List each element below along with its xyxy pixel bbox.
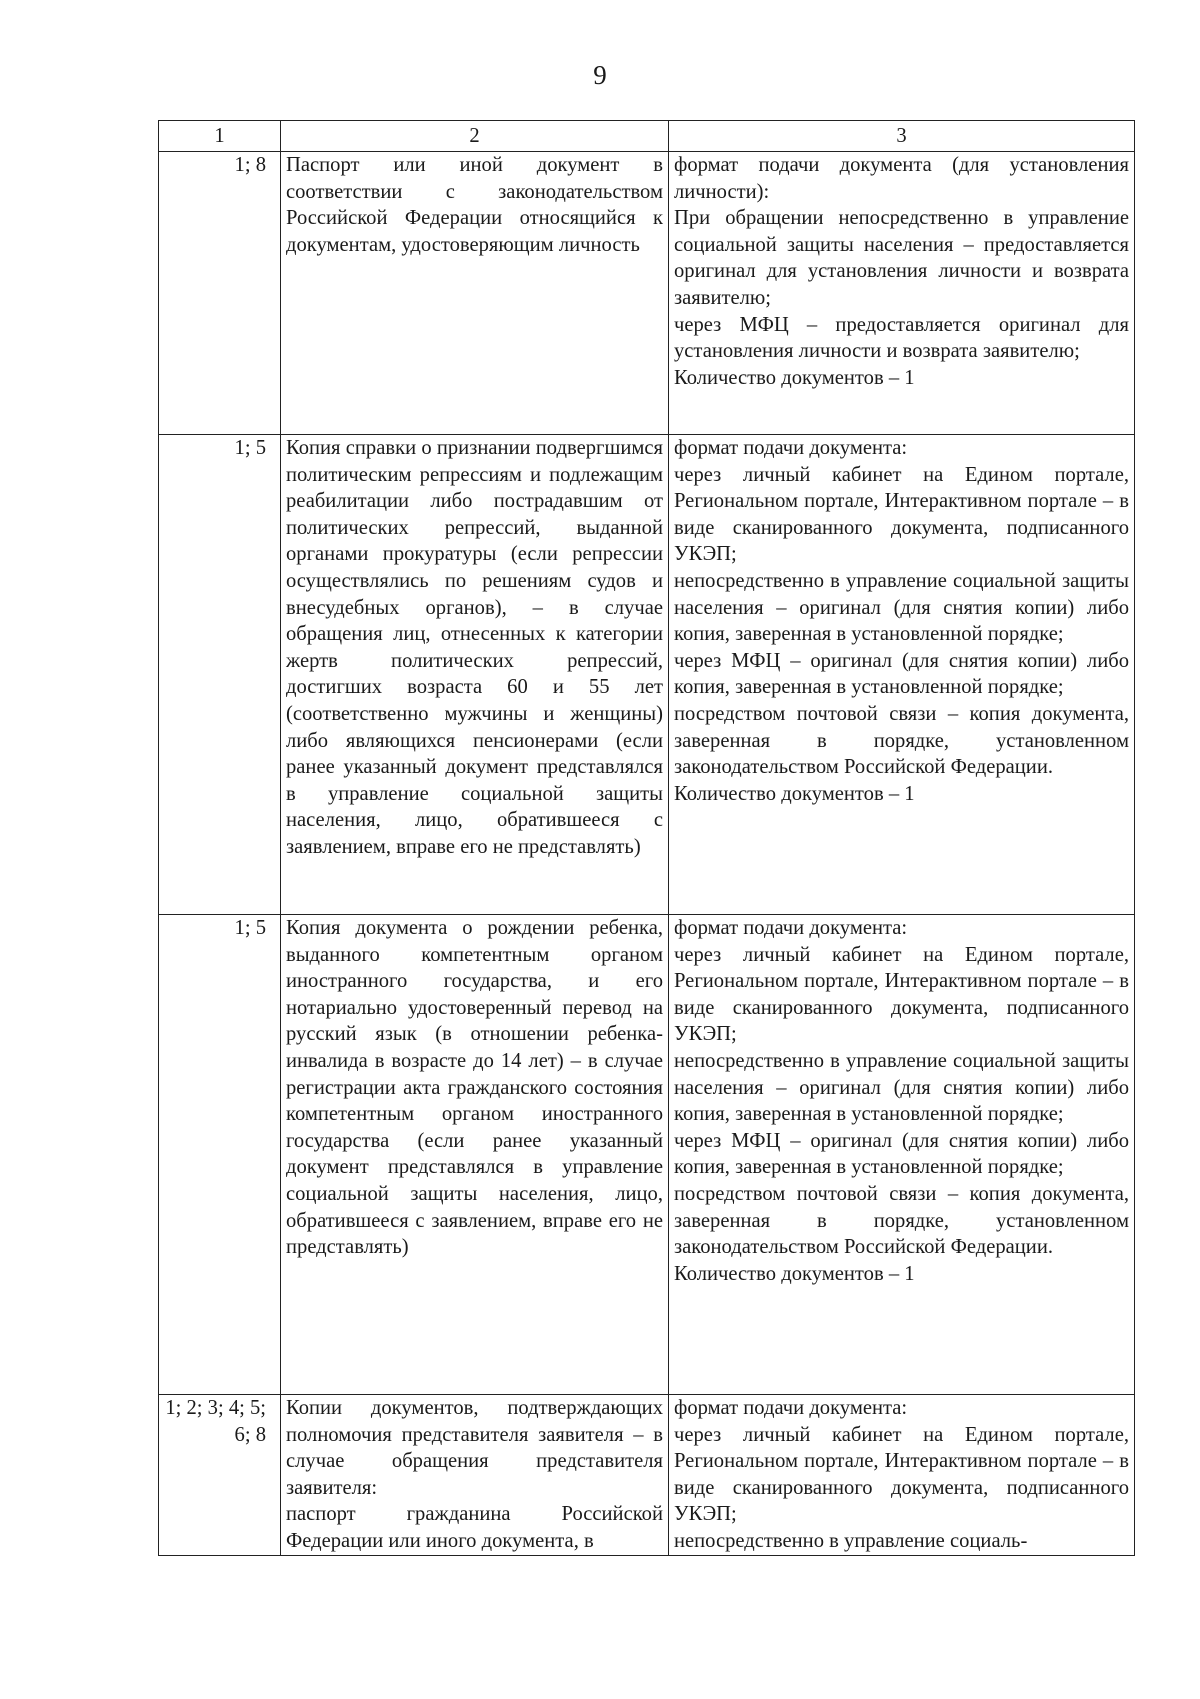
- row-1-col-3-line: Количество документов – 1: [674, 366, 915, 389]
- row-2-col-3-line: через МФЦ – оригинал (для снятия копии) либо копия, заверенная в установленной порядке;: [674, 649, 1129, 699]
- row-3-col-3-line: Количество документов – 1: [674, 1262, 915, 1285]
- row-2-col-3: [669, 435, 1135, 915]
- row-3-col-1: 1; 5: [159, 915, 281, 1395]
- row-1-col-3-line: формат подачи документа (для установления личности):: [674, 154, 1129, 203]
- table-header-row: [159, 121, 1135, 152]
- row-4-col-3: [669, 1395, 1135, 1556]
- row-1-col-2: Паспорт или иной документ в соответствии с законодательством Российской Федерации относящийся к документам, удостоверяющим личность: [281, 152, 669, 435]
- row-2-col-3-line: посредством почтовой связи – копия документа, заверенная в порядке, установленном законодательством Российской Федерации.: [674, 702, 1129, 779]
- row-4-col-3-line: через личный кабинет на Едином портале, Региональном портале, Интерактивном портале – в виде сканированного документа, подписанного УКЭП;: [674, 1423, 1129, 1526]
- row-3-col-3: [669, 915, 1135, 1395]
- row-4-col-3-line: непосредственно в управление социаль-: [674, 1529, 1028, 1552]
- row-1-col-3: [669, 152, 1135, 435]
- row-3-col-3-line: посредством почтовой связи – копия документа, заверенная в порядке, установленном законодательством Российской Федерации.: [674, 1182, 1129, 1259]
- row-3-col-3-line: через личный кабинет на Едином портале, Региональном портале, Интерактивном портале – в виде сканированного документа, подписанного УКЭП;: [674, 943, 1129, 1046]
- row-2-col-2: Копия справки о признании подвергшимся политическим репрессиям и подлежащим реабилитации либо пострадавшим от политических репрессий, выданной органами прокуратуры (если репрессии осуществлялись по решениям судов и внесудебных органов), – в случае обращения лиц, отнесенных к категории жертв политических репрессий, достигших возраста 60 и 55 лет (соответственно мужчины и женщины) либо являющихся пенсионерами (если ранее указанный документ представлялся в управление социальной защиты населения, лицо, обратившееся с заявлением, вправе его не представлять): [281, 435, 669, 915]
- documents-table: [158, 120, 1135, 1556]
- row-3-col-3-line: формат подачи документа:: [674, 917, 908, 939]
- row-4-col-3-line: формат подачи документа:: [674, 1397, 908, 1419]
- table-row: [159, 435, 1135, 915]
- row-1-col-1: 1; 8: [159, 152, 281, 435]
- table-row: [159, 152, 1135, 435]
- row-2-col-3-line: Количество документов – 1: [674, 782, 915, 805]
- row-2-col-3-line: формат подачи документа:: [674, 437, 908, 459]
- header-cell-1: 1: [159, 121, 281, 152]
- row-4-col-2-line: Копии документов, подтверждающих полномочия представителя заявителя – в случае обращения представителя заявителя:: [286, 1397, 663, 1499]
- table-row: [159, 915, 1135, 1395]
- row-4-col-2-line: паспорт гражданина Российской Федерации или иного документа, в: [286, 1503, 663, 1552]
- row-4-col-2: [281, 1395, 669, 1556]
- row-2-col-1: 1; 5: [159, 435, 281, 915]
- row-3-col-2: Копия документа о рождении ребенка, выданного компетентным органом иностранного государства, и его нотариально удостоверенный перевод на русский язык (в отношении ребенка-инвалида в возрасте до 14 лет) – в случае регистрации акта гражданского состояния компетентным органом иностранного государства (если ранее указанный документ представлялся в управление социальной защиты населения, лицо, обратившееся с заявлением, вправе его не представлять): [281, 915, 669, 1395]
- header-cell-2: 2: [281, 121, 669, 152]
- row-2-col-3-line: непосредственно в управление социальной защиты населения – оригинал (для снятия копии) либо копия, заверенная в установленной порядке;: [674, 569, 1129, 646]
- row-1-col-3-line: При обращении непосредственно в управление социальной защиты населения – предоставляется оригинал для установления личности и возврата заявителю;: [674, 207, 1129, 309]
- page-number: 9: [593, 60, 607, 90]
- row-2-col-3-line: через личный кабинет на Едином портале, Региональном портале, Интерактивном портале – в виде сканированного документа, подписанного УКЭП;: [674, 463, 1129, 566]
- row-3-col-3-line: через МФЦ – оригинал (для снятия копии) либо копия, заверенная в установленной порядке;: [674, 1129, 1129, 1179]
- row-3-col-3-line: непосредственно в управление социальной защиты населения – оригинал (для снятия копии) либо копия, заверенная в установленной порядке;: [674, 1049, 1129, 1126]
- row-4-col-1: 1; 2; 3; 4; 5; 6; 8: [159, 1395, 281, 1556]
- table-row: [159, 1395, 1135, 1556]
- row-1-col-3-line: через МФЦ – предоставляется оригинал для установления личности и возврата заявителю;: [674, 313, 1129, 363]
- header-cell-3: 3: [669, 121, 1135, 152]
